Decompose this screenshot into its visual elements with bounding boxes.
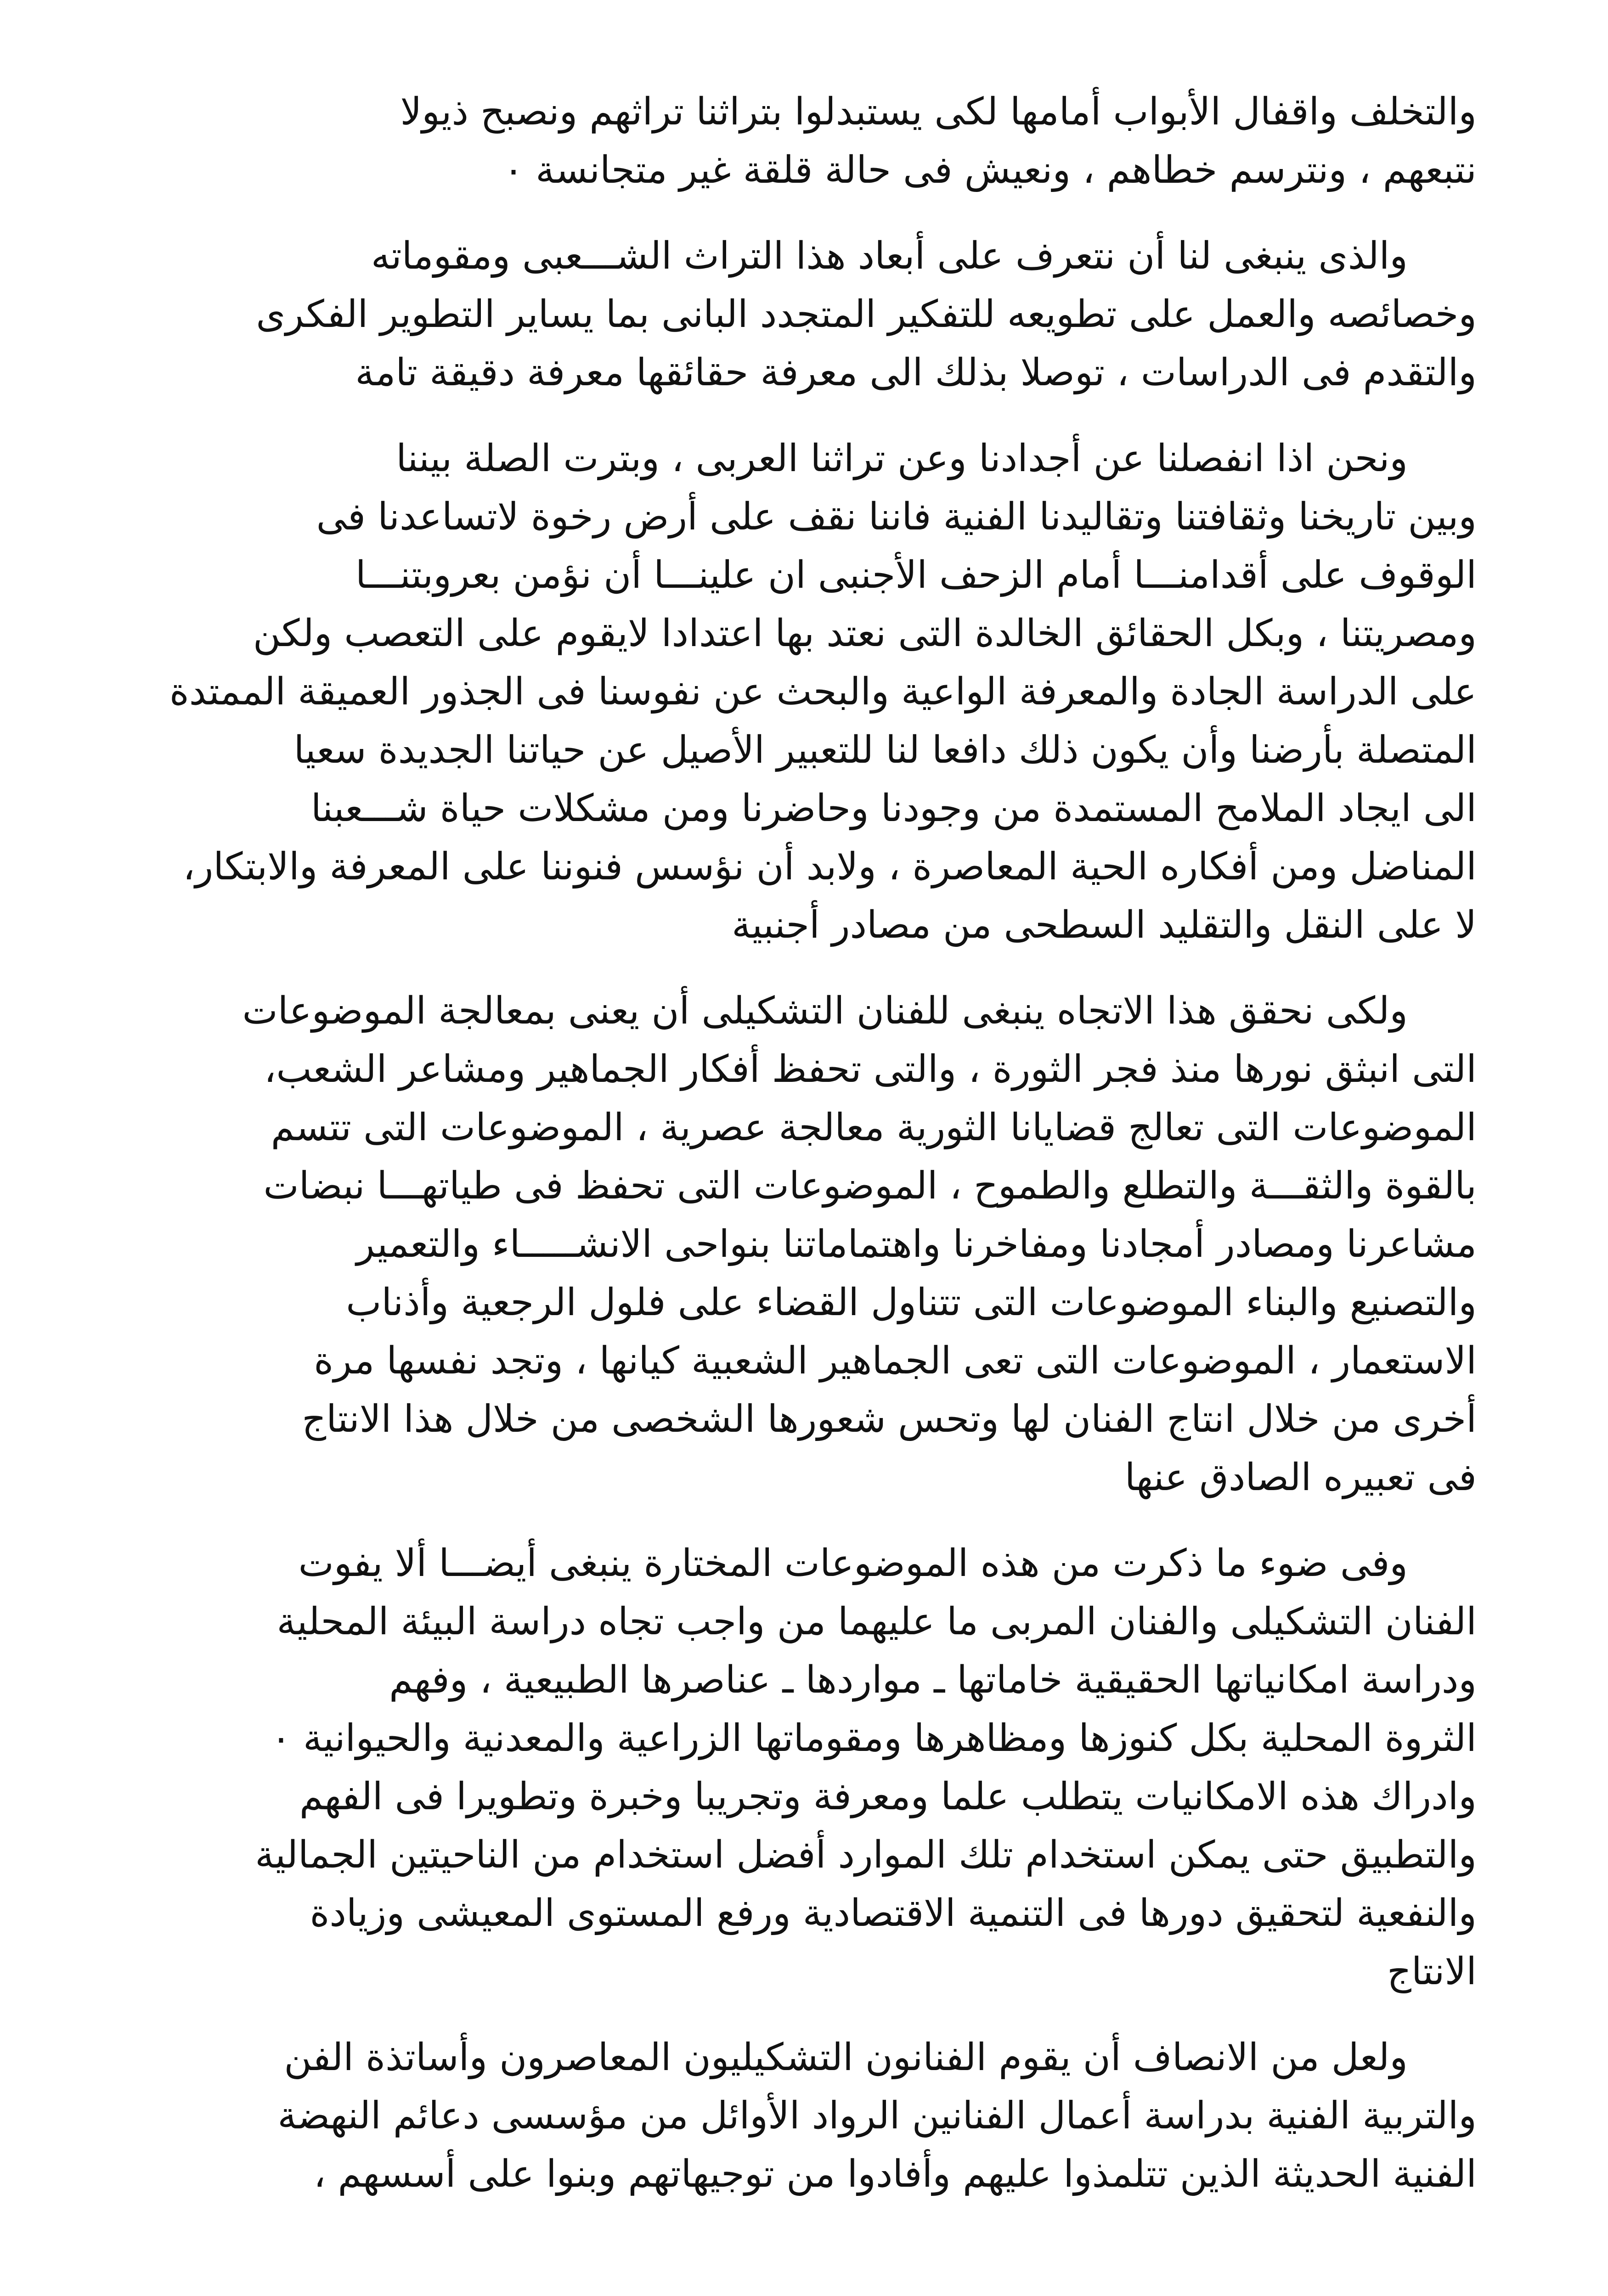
paragraph-3 — [117, 429, 1477, 954]
text-line: مشاعرنا ومصادر أمجادنا ومفاخرنا واهتماماتنا بنواحى الانشـــــاء والتعمير — [356, 1222, 1477, 1266]
text-line: ولكى نحقق هذا الاتجاه ينبغى للفنان التشكيلى أن يعنى بمعالجة الموضوعات — [242, 989, 1408, 1033]
text-line: بالقوة والثقـــة والتطلع والطموح ، الموضوعات التى تحفظ فى طياتهـــا نبضات — [263, 1164, 1477, 1208]
text-line: فى تعبيره الصادق عنها — [1124, 1456, 1477, 1499]
text-line: التى انبثق نورها منذ فجر الثورة ، والتى تحفظ أفكار الجماهير ومشاعر الشعب، — [264, 1047, 1477, 1091]
text-line: الاستعمار ، الموضوعات التى تعى الجماهير الشعبية كيانها ، وتجد نفسها مرة — [314, 1339, 1477, 1383]
text-line: وادراك هذه الامكانيات يتطلب علما ومعرفة وتجريبا وخبرة وتطويرا فى الفهم — [299, 1775, 1477, 1818]
paragraph-1 — [117, 83, 1477, 199]
text-line: والتخلف واقفال الأبواب أمامها لكى يستبدلوا بتراثنا تراثهم ونصبح ذيولا — [400, 90, 1477, 134]
text-line: أخرى من خلال انتاج الفنان لها وتحس شعورها الشخصى من خلال هذا الانتاج — [302, 1397, 1477, 1441]
text-line: على الدراسة الجادة والمعرفة الواعية والبحث عن نفوسنا فى الجذور العميقة الممتدة — [169, 670, 1477, 714]
text-line: الثروة المحلية بكل كنوزها ومظاهرها ومقوماتها الزراعية والمعدنية والحيوانية ٠ — [271, 1716, 1477, 1760]
text-line: ونحن اذا انفصلنا عن أجدادنا وعن تراثنا العربى ، وبترت الصلة بيننا — [396, 437, 1408, 480]
text-line: وبين تاريخنا وثقافتنا وتقاليدنا الفنية فاننا نقف على أرض رخوة لاتساعدنا فى — [316, 495, 1477, 539]
paragraph-2 — [117, 227, 1477, 402]
text-line: الانتاج — [1387, 1950, 1477, 1993]
text-line: الوقوف على أقدامنـــا أمام الزحف الأجنبى ان علينـــا أن نؤمن بعروبتنـــا — [355, 553, 1477, 597]
text-line: ومصريتنا ، وبكل الحقائق الخالدة التى نعتد بها اعتدادا لايقوم على التعصب ولكن — [253, 612, 1477, 655]
text-line: وفى ضوء ما ذكرت من هذه الموضوعات المختارة ينبغى أيضـــا ألا يفوت — [298, 1542, 1408, 1585]
text-line: والنفعية لتحقيق دورها فى التنمية الاقتصادية ورفع المستوى المعيشى وزيادة — [310, 1891, 1477, 1935]
text-line: ولعل من الانصاف أن يقوم الفنانون التشكيليون المعاصرون وأساتذة الفن — [284, 2036, 1408, 2079]
text-line: المناضل ومن أفكاره الحية المعاصرة ، ولابد أن نؤسس فنوننا على المعرفة والابتكار، — [183, 845, 1477, 889]
text-line: الفنية الحديثة الذين تتلمذوا عليهم وأفادوا من توجيهاتهم وبنوا على أسسهم ، — [313, 2152, 1477, 2196]
text-line: والتربية الفنية بدراسة أعمال الفنانين الرواد الأوائل من مؤسسى دعائم النهضة — [277, 2094, 1477, 2138]
text-line: والذى ينبغى لنا أن نتعرف على أبعاد هذا التراث الشـــعبى ومقوماته — [371, 234, 1408, 278]
text-line: الى ايجاد الملامح المستمدة من وجودنا وحاضرنا ومن مشكلات حياة شـــعبنا — [310, 787, 1477, 830]
text-line: والتصنيع والبناء الموضوعات التى تتناول القضاء على فلول الرجعية وأذناب — [346, 1281, 1477, 1324]
text-line: والتطبيق حتى يمكن استخدام تلك الموارد أفضل استخدام من الناحيتين الجمالية — [255, 1833, 1477, 1877]
text-line: وخصائصه والعمل على تطويعه للتفكير المتجدد البانى بما يساير التطوير الفكرى — [256, 293, 1477, 336]
paragraph-6 — [117, 2028, 1477, 2203]
paragraph-5 — [117, 1534, 1477, 2001]
text-line: الفنان التشكيلى والفنان المربى ما عليهما من واجب تجاه دراسة البيئة المحلية — [276, 1600, 1477, 1643]
text-line: نتبعهم ، ونترسم خطاهم ، ونعيش فى حالة قلقة غير متجانسة ٠ — [503, 148, 1477, 192]
text-line: ودراسة امكانياتها الحقيقية خاماتها ـ مواردها ـ عناصرها الطبيعية ، وفهم — [389, 1658, 1477, 1702]
text-line: المتصلة بأرضنا وأن يكون ذلك دافعا لنا للتعبير الأصيل عن حياتنا الجديدة سعيا — [293, 728, 1477, 772]
body-text — [117, 83, 1477, 2231]
text-line: والتقدم فى الدراسات ، توصلا بذلك الى معرفة حقائقها معرفة دقيقة تامة — [355, 351, 1477, 394]
paragraph-4 — [117, 982, 1477, 1507]
text-line: لا على النقل والتقليد السطحى من مصادر أجنبية — [732, 903, 1477, 947]
text-line: الموضوعات التى تعالج قضايانا الثورية معالجة عصرية ، الموضوعات التى تتسم — [271, 1106, 1477, 1149]
